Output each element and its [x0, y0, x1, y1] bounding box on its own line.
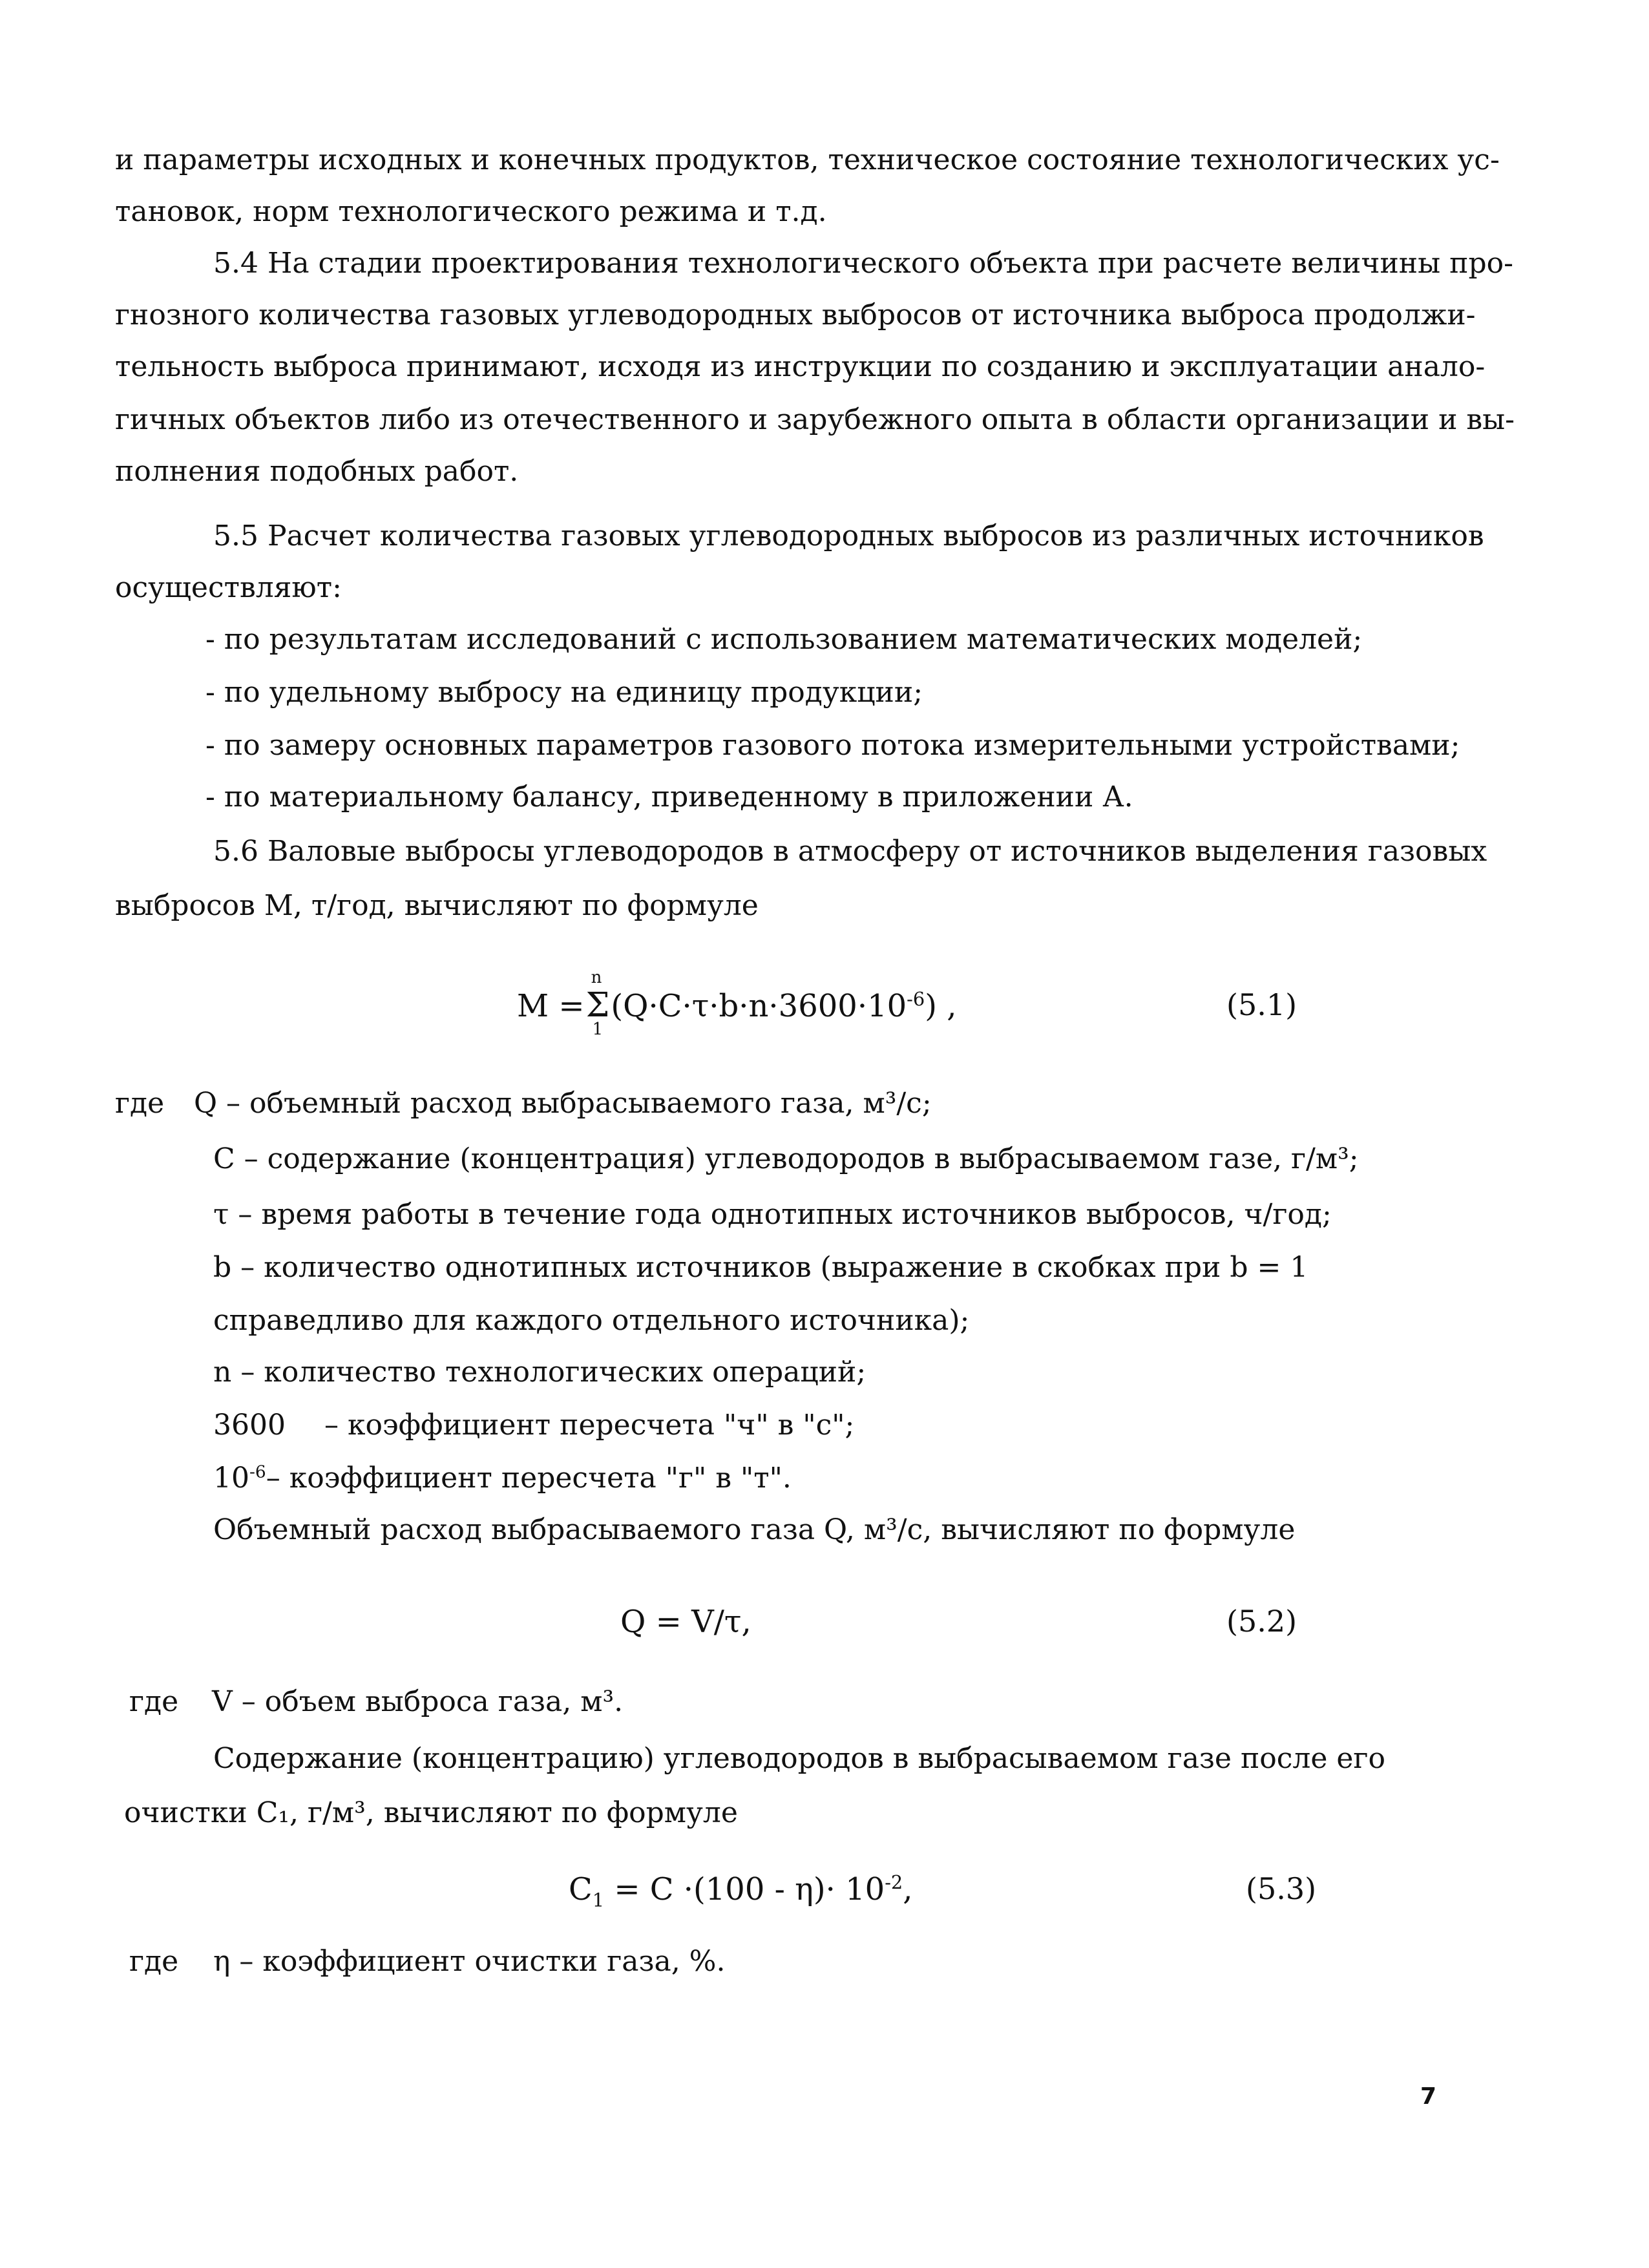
- para-5-6-line-2: выбросов М, т/год, вычисляют по формуле: [115, 889, 759, 922]
- list-item: - по материальному балансу, приведенному в приложении А.: [205, 781, 1133, 814]
- sum-sign: [585, 968, 610, 1039]
- formula-5-3-exponent: -2: [885, 1871, 903, 1893]
- def-10-base: 10: [213, 1462, 249, 1495]
- formula-5-3-body: = C ·(100 - η)· 10: [604, 1871, 885, 1907]
- formula-5-3-lhs: C: [569, 1871, 593, 1907]
- list-item: - по результатам исследований с использованием математических моделей;: [205, 623, 1363, 656]
- para-5-4-line-2: гнозного количества газовых углеводородных выбросов от источника выброса продолжи-: [115, 299, 1476, 331]
- where-label: где: [129, 1945, 179, 1978]
- para-5-5-line-1: 5.5 Расчет количества газовых углеводородных выбросов из различных источников: [213, 520, 1484, 552]
- def-q: Q – объемный расход выбрасываемого газа, м³/с;: [194, 1087, 932, 1120]
- where-label: где: [115, 1087, 165, 1120]
- list-item: - по удельному выбросу на единицу продукции;: [205, 676, 923, 709]
- def-10-text: – коэффициент пересчета "г" в "т".: [266, 1462, 792, 1495]
- def-3600-number: 3600: [213, 1409, 286, 1442]
- para-c1-line-1: Содержание (концентрацию) углеводородов в выбрасываемом газе после его: [213, 1742, 1385, 1775]
- formula-5-3-tail: ,: [903, 1871, 913, 1907]
- def-b: b – количество однотипных источников (выражение в скобках при b = 1: [213, 1251, 1308, 1284]
- formula-5-3: [569, 1871, 913, 1911]
- para-5-4-line-1: 5.4 На стадии проектирования технологического объекта при расчете величины про-: [213, 247, 1513, 280]
- intro-line-1: и параметры исходных и конечных продуктов, техническое состояние технологических ус-: [115, 143, 1500, 176]
- para-5-4-line-5: полнения подобных работ.: [115, 455, 519, 488]
- def-v: V – объем выброса газа, м³.: [212, 1685, 624, 1718]
- intro-line-2: тановок, норм технологического режима и т.д.: [115, 195, 827, 228]
- def-n: n – количество технологических операций;: [213, 1356, 867, 1389]
- para-c1-line-2: очистки С₁, г/м³, вычисляют по формуле: [124, 1796, 738, 1829]
- equation-number-5-2: (5.2): [1226, 1604, 1297, 1639]
- formula-5-1-lhs: M =: [517, 988, 585, 1024]
- formula-5-2: Q = V/τ,: [620, 1604, 751, 1640]
- para-5-6-line-1: 5.6 Валовые выбросы углеводородов в атмосферу от источников выделения газовых: [213, 835, 1487, 868]
- formula-5-1-tail: ) ,: [925, 988, 957, 1024]
- list-item: - по замеру основных параметров газового потока измерительными устройствами;: [205, 729, 1460, 762]
- sum-upper-limit: n: [591, 968, 602, 987]
- def-10-exponent: -6: [249, 1462, 266, 1482]
- sum-lower-limit: 1: [592, 1020, 604, 1039]
- def-eta: η – коэффициент очистки газа, %.: [213, 1945, 726, 1978]
- where-label: где: [129, 1685, 179, 1718]
- para-5-4-line-4: гичных объектов либо из отечественного и зарубежного опыта в области организации и вы-: [115, 403, 1515, 436]
- formula-5-1-body: (Q·C·τ·b·n·3600·10: [611, 988, 907, 1024]
- equation-number-5-3: (5.3): [1246, 1871, 1317, 1906]
- def-3600: [213, 1411, 854, 1440]
- para-q: Объемный расход выбрасываемого газа Q, м³/с, вычисляют по формуле: [213, 1513, 1296, 1546]
- sum-symbol: Σ: [585, 986, 610, 1025]
- equation-number-5-1: (5.1): [1226, 987, 1297, 1022]
- formula-5-1-exponent: -6: [907, 988, 925, 1010]
- def-3600-text: – коэффициент пересчета "ч" в "с";: [324, 1409, 855, 1442]
- para-5-4-line-3: тельность выброса принимают, исходя из инструкции по созданию и эксплуатации анало-: [115, 350, 1486, 383]
- para-5-5-line-2: осуществляют:: [115, 571, 342, 604]
- formula-5-1: [517, 968, 957, 1039]
- def-b-continued: справедливо для каждого отдельного источника);: [213, 1304, 970, 1337]
- def-c: С – содержание (концентрация) углеводородов в выбрасываемом газе, г/м³;: [213, 1142, 1359, 1175]
- page-number: 7: [1420, 2083, 1437, 2110]
- def-10e-6: [213, 1464, 792, 1493]
- def-tau: τ – время работы в течение года однотипных источников выбросов, ч/год;: [213, 1198, 1332, 1231]
- formula-5-3-lhs-subscript: 1: [592, 1889, 605, 1911]
